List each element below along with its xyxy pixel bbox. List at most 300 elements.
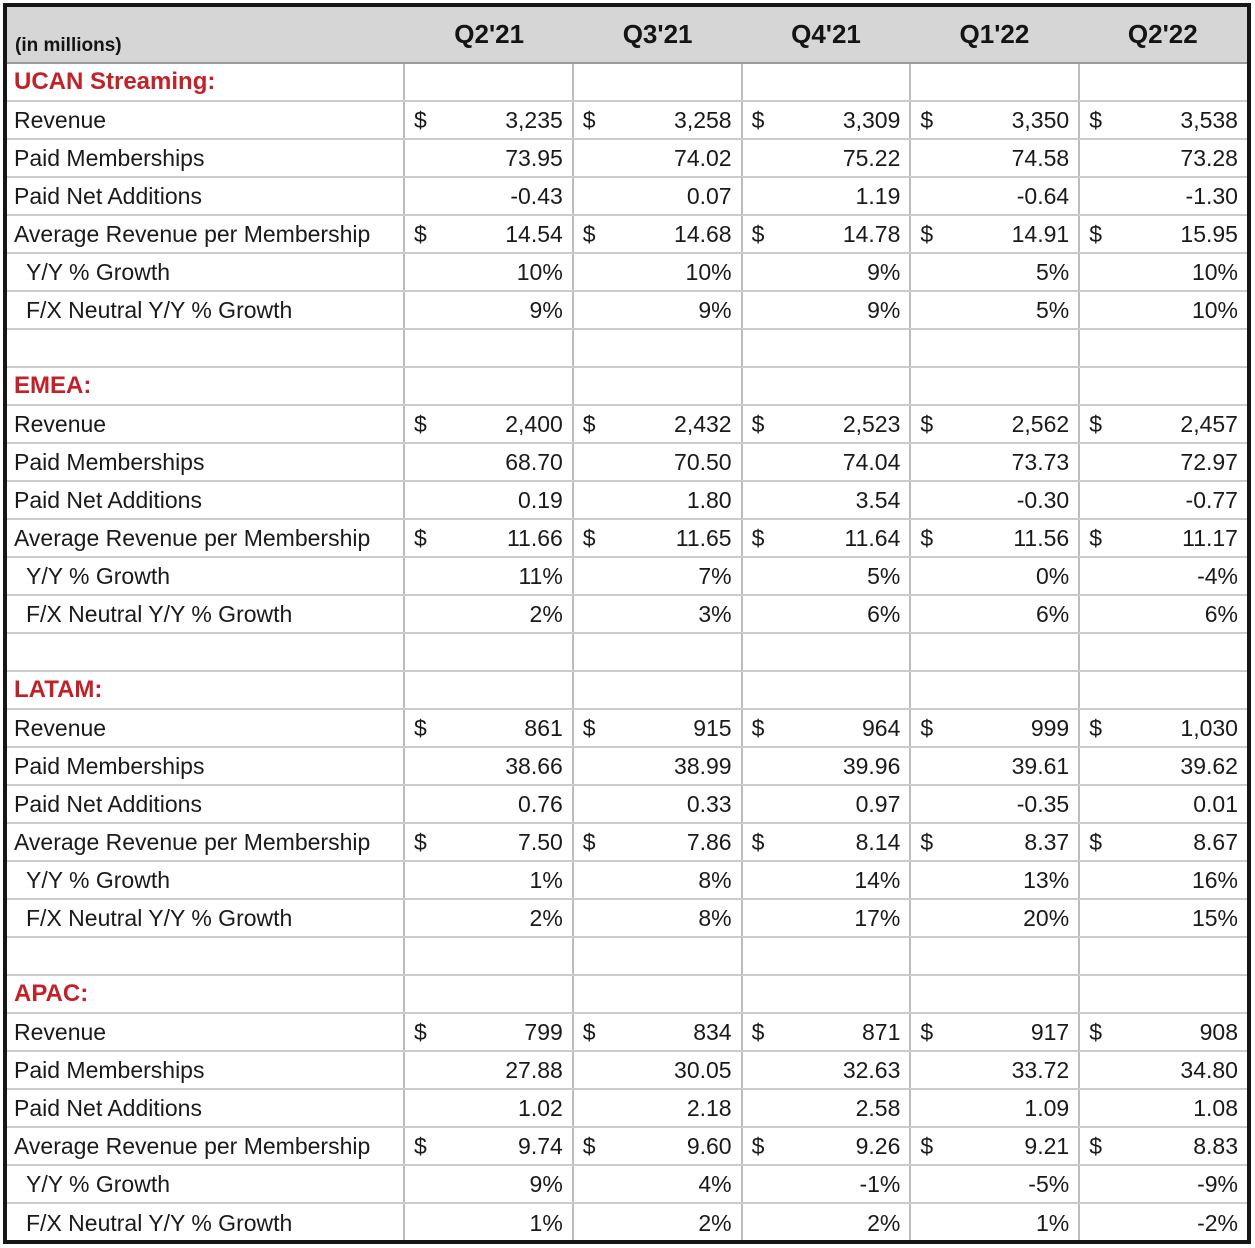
value-cell — [1080, 292, 1247, 328]
value-cell — [911, 406, 1080, 442]
value-cell — [911, 1052, 1080, 1088]
cell-value: 6% — [1204, 600, 1238, 627]
cell-value: -0.30 — [1016, 486, 1070, 513]
data-row — [7, 102, 1247, 140]
currency-symbol: $ — [751, 220, 765, 247]
value-cell — [574, 292, 743, 328]
cell-value: 1.80 — [686, 486, 732, 513]
cell-value: 73.95 — [505, 144, 563, 171]
currency-symbol: $ — [582, 220, 596, 247]
value-cell — [574, 406, 743, 442]
value-cell — [911, 710, 1080, 746]
value-cell — [911, 102, 1080, 138]
currency-symbol: $ — [920, 714, 934, 741]
empty-cell — [743, 330, 912, 366]
currency-symbol: $ — [582, 524, 596, 551]
currency-symbol: $ — [920, 828, 934, 855]
currency-symbol: $ — [1089, 524, 1102, 551]
cell-value: 74.02 — [674, 144, 732, 171]
row-label — [7, 634, 405, 670]
value-cell — [911, 482, 1080, 518]
row-label: Revenue — [7, 1014, 405, 1050]
row-label: Average Revenue per Membership — [7, 520, 405, 556]
row-label: Y/Y % Growth — [7, 862, 405, 898]
currency-symbol: $ — [920, 410, 934, 437]
currency-symbol: $ — [582, 1132, 596, 1159]
value-cell — [743, 216, 912, 252]
value-cell — [574, 862, 743, 898]
row-label: Paid Memberships — [7, 1052, 405, 1088]
value-cell — [1080, 786, 1247, 822]
empty-cell — [1080, 976, 1247, 1012]
cell-value: 34.80 — [1180, 1056, 1238, 1083]
cell-value: 20% — [1023, 904, 1070, 931]
empty-cell — [743, 938, 912, 974]
cell-value: 964 — [862, 714, 901, 741]
value-cell — [1080, 178, 1247, 214]
empty-cell — [1080, 938, 1247, 974]
cell-value: -5% — [1028, 1170, 1070, 1197]
value-cell — [1080, 102, 1247, 138]
section-row — [7, 672, 1247, 710]
cell-value: 17% — [854, 904, 901, 931]
currency-symbol: $ — [1089, 1018, 1102, 1045]
cell-value: 14% — [854, 866, 901, 893]
cell-value: 3% — [698, 600, 732, 627]
currency-symbol: $ — [414, 1018, 427, 1045]
row-label: Paid Net Additions — [7, 178, 405, 214]
cell-value: -9% — [1197, 1170, 1238, 1197]
value-cell — [1080, 1090, 1247, 1126]
value-cell — [911, 900, 1080, 936]
cell-value: 38.66 — [505, 752, 563, 779]
row-label: Revenue — [7, 710, 405, 746]
currency-symbol: $ — [582, 410, 596, 437]
cell-value: 1.02 — [518, 1094, 563, 1121]
empty-cell — [574, 938, 743, 974]
cell-value: 0.19 — [518, 486, 563, 513]
empty-cell — [743, 672, 912, 708]
row-label: Average Revenue per Membership — [7, 824, 405, 860]
value-cell — [743, 1052, 912, 1088]
cell-value: 9% — [867, 296, 901, 323]
table-body — [7, 64, 1247, 1242]
currency-symbol: $ — [920, 1132, 934, 1159]
cell-value: 7.86 — [686, 828, 732, 855]
cell-value: -0.43 — [510, 182, 563, 209]
quarter-column-headers — [405, 7, 1247, 62]
value-cell — [405, 482, 574, 518]
currency-symbol: $ — [582, 106, 596, 133]
empty-cell — [743, 368, 912, 404]
value-cell — [574, 1128, 743, 1164]
value-cell — [911, 254, 1080, 290]
value-cell — [911, 444, 1080, 480]
value-cell — [911, 1090, 1080, 1126]
currency-symbol: $ — [414, 410, 427, 437]
value-cell — [405, 216, 574, 252]
row-label: Y/Y % Growth — [7, 558, 405, 594]
cell-value: 33.72 — [1011, 1056, 1070, 1083]
value-cell — [574, 216, 743, 252]
cell-value: 8.14 — [855, 828, 901, 855]
data-row — [7, 406, 1247, 444]
cell-value: 9.26 — [855, 1132, 901, 1159]
currency-symbol: $ — [414, 1132, 427, 1159]
value-cell — [1080, 444, 1247, 480]
value-cell — [743, 254, 912, 290]
cell-value: 73.28 — [1180, 144, 1238, 171]
row-label: F/X Neutral Y/Y % Growth — [7, 596, 405, 632]
cell-value: 1% — [1035, 1209, 1070, 1236]
cell-value: 10% — [685, 258, 732, 285]
cell-value: 9.21 — [1024, 1132, 1070, 1159]
data-row — [7, 1090, 1247, 1128]
currency-symbol: $ — [414, 220, 427, 247]
cell-value: 7% — [698, 562, 732, 589]
cell-value: 6% — [1035, 600, 1070, 627]
value-cell — [1080, 824, 1247, 860]
cell-value: 5% — [1035, 296, 1070, 323]
value-cell — [911, 862, 1080, 898]
value-cell — [743, 596, 912, 632]
row-label: Paid Memberships — [7, 140, 405, 176]
cell-value: 11.17 — [1182, 524, 1238, 551]
cell-value: 14.78 — [842, 220, 901, 247]
data-row — [7, 596, 1247, 634]
cell-value: 3,538 — [1180, 106, 1238, 133]
empty-cell — [911, 330, 1080, 366]
cell-value: 8% — [698, 866, 732, 893]
value-cell — [405, 1166, 574, 1202]
empty-cell — [1080, 368, 1247, 404]
value-cell — [743, 482, 912, 518]
cell-value: -4% — [1197, 562, 1238, 589]
value-cell — [743, 1166, 912, 1202]
value-cell — [743, 140, 912, 176]
currency-symbol: $ — [582, 714, 596, 741]
cell-value: 39.96 — [842, 752, 901, 779]
empty-cell — [574, 976, 743, 1012]
cell-value: 3,258 — [674, 106, 732, 133]
value-cell — [405, 292, 574, 328]
value-cell — [743, 558, 912, 594]
spacer-row — [7, 634, 1247, 672]
value-cell — [405, 1128, 574, 1164]
empty-cell — [1080, 330, 1247, 366]
column-header: Q2'22 — [1127, 19, 1198, 49]
value-cell — [911, 1166, 1080, 1202]
data-row — [7, 1204, 1247, 1242]
cell-value: 0% — [1035, 562, 1070, 589]
section-row — [7, 976, 1247, 1014]
data-row — [7, 1128, 1247, 1166]
cell-value: 11.64 — [844, 524, 901, 551]
value-cell — [1080, 254, 1247, 290]
cell-value: 9.74 — [518, 1132, 563, 1159]
value-cell — [405, 102, 574, 138]
value-cell — [911, 786, 1080, 822]
cell-value: 9% — [867, 258, 901, 285]
empty-cell — [405, 672, 574, 708]
value-cell — [911, 520, 1080, 556]
empty-cell — [405, 330, 574, 366]
cell-value: 2,562 — [1011, 410, 1070, 437]
data-row — [7, 482, 1247, 520]
value-cell — [1080, 406, 1247, 442]
value-cell — [405, 178, 574, 214]
cell-value: -0.64 — [1016, 182, 1070, 209]
value-cell — [1080, 1166, 1247, 1202]
data-row — [7, 824, 1247, 862]
empty-cell — [574, 330, 743, 366]
cell-value: 2.58 — [855, 1094, 901, 1121]
currency-symbol: $ — [414, 106, 427, 133]
value-cell — [911, 558, 1080, 594]
value-cell — [405, 558, 574, 594]
row-label: Revenue — [7, 102, 405, 138]
cell-value: -0.77 — [1185, 486, 1238, 513]
cell-value: 9.60 — [686, 1132, 732, 1159]
row-label: Paid Net Additions — [7, 482, 405, 518]
row-label: Paid Net Additions — [7, 786, 405, 822]
currency-symbol: $ — [1089, 220, 1102, 247]
cell-value: 2,457 — [1180, 410, 1238, 437]
empty-cell — [574, 672, 743, 708]
row-label: F/X Neutral Y/Y % Growth — [7, 900, 405, 936]
currency-symbol: $ — [582, 828, 596, 855]
empty-cell — [1080, 672, 1247, 708]
data-row — [7, 710, 1247, 748]
currency-symbol: $ — [751, 1132, 765, 1159]
cell-value: 0.76 — [518, 790, 563, 817]
cell-value: 38.99 — [674, 752, 732, 779]
cell-value: 30.05 — [674, 1056, 732, 1083]
cell-value: 1.08 — [1193, 1094, 1238, 1121]
cell-value: 1.09 — [1024, 1094, 1070, 1121]
value-cell — [574, 1090, 743, 1126]
cell-value: -0.35 — [1016, 790, 1070, 817]
value-cell — [911, 1128, 1080, 1164]
value-cell — [1080, 482, 1247, 518]
value-cell — [405, 1090, 574, 1126]
value-cell — [911, 140, 1080, 176]
value-cell — [574, 824, 743, 860]
data-row — [7, 178, 1247, 216]
empty-cell — [911, 368, 1080, 404]
cell-value: 2,400 — [505, 410, 563, 437]
row-label: Paid Memberships — [7, 748, 405, 784]
cell-value: 908 — [1199, 1018, 1238, 1045]
cell-value: 3,235 — [505, 106, 563, 133]
cell-value: 15.95 — [1180, 220, 1238, 247]
value-cell — [574, 444, 743, 480]
cell-value: 74.04 — [842, 448, 901, 475]
currency-symbol: $ — [751, 410, 765, 437]
column-header: Q4'21 — [791, 19, 861, 49]
cell-value: 70.50 — [674, 448, 732, 475]
cell-value: 10% — [1191, 296, 1238, 323]
currency-symbol: $ — [751, 524, 765, 551]
row-label: Average Revenue per Membership — [7, 216, 405, 252]
value-cell — [574, 596, 743, 632]
value-cell — [911, 1204, 1080, 1242]
cell-value: 10% — [1191, 258, 1238, 285]
cell-value: 7.50 — [518, 828, 563, 855]
empty-cell — [405, 938, 574, 974]
cell-value: 11% — [518, 562, 563, 589]
value-cell — [405, 520, 574, 556]
currency-symbol: $ — [1089, 106, 1102, 133]
cell-value: 999 — [1030, 714, 1070, 741]
data-row — [7, 558, 1247, 596]
value-cell — [574, 1166, 743, 1202]
cell-value: 1,030 — [1180, 714, 1238, 741]
currency-symbol: $ — [751, 828, 765, 855]
value-cell — [574, 710, 743, 746]
row-label: Paid Memberships — [7, 444, 405, 480]
cell-value: 871 — [862, 1018, 901, 1045]
value-cell — [574, 786, 743, 822]
cell-value: 11.56 — [1013, 524, 1070, 551]
value-cell — [574, 520, 743, 556]
value-cell — [1080, 596, 1247, 632]
currency-symbol: $ — [414, 714, 427, 741]
value-cell — [911, 596, 1080, 632]
value-cell — [405, 786, 574, 822]
value-cell — [743, 1014, 912, 1050]
row-label — [7, 938, 405, 974]
value-cell — [1080, 216, 1247, 252]
value-cell — [743, 1090, 912, 1126]
column-header: Q3'21 — [622, 19, 693, 49]
value-cell — [743, 786, 912, 822]
value-cell — [1080, 748, 1247, 784]
value-cell — [743, 862, 912, 898]
value-cell — [405, 900, 574, 936]
value-cell — [574, 254, 743, 290]
currency-symbol: $ — [1089, 1132, 1102, 1159]
cell-value: 8% — [698, 904, 732, 931]
cell-value: 2,523 — [842, 410, 901, 437]
value-cell — [574, 1052, 743, 1088]
cell-value: 9% — [529, 1170, 563, 1197]
cell-value: 4% — [698, 1170, 732, 1197]
cell-value: 8.37 — [1024, 828, 1070, 855]
value-cell — [743, 406, 912, 442]
value-cell — [743, 444, 912, 480]
value-cell — [743, 1128, 912, 1164]
empty-cell — [911, 64, 1080, 100]
value-cell — [574, 1204, 743, 1242]
currency-symbol: $ — [920, 1018, 934, 1045]
cell-value: -1.30 — [1185, 182, 1238, 209]
empty-cell — [405, 634, 574, 670]
cell-value: 1% — [529, 866, 563, 893]
value-cell — [743, 178, 912, 214]
cell-value: 14.54 — [505, 220, 563, 247]
value-cell — [743, 748, 912, 784]
cell-value: 75.22 — [842, 144, 901, 171]
data-row — [7, 520, 1247, 558]
data-row — [7, 254, 1247, 292]
column-header: Q2'21 — [454, 19, 525, 49]
currency-symbol: $ — [751, 714, 765, 741]
section-title: LATAM: — [7, 672, 405, 708]
value-cell — [574, 102, 743, 138]
units-label: (in millions) — [15, 35, 122, 56]
regional-metrics-table — [3, 3, 1251, 1244]
cell-value: 14.68 — [674, 220, 732, 247]
row-label: Revenue — [7, 406, 405, 442]
empty-cell — [911, 634, 1080, 670]
data-row — [7, 444, 1247, 482]
empty-cell — [405, 368, 574, 404]
value-cell — [743, 824, 912, 860]
empty-cell — [911, 976, 1080, 1012]
empty-cell — [743, 634, 912, 670]
value-cell — [1080, 140, 1247, 176]
cell-value: 1% — [529, 1209, 563, 1236]
cell-value: 9% — [698, 296, 732, 323]
empty-cell — [574, 64, 743, 100]
empty-cell — [911, 672, 1080, 708]
value-cell — [405, 406, 574, 442]
currency-symbol: $ — [1089, 714, 1102, 741]
cell-value: 2% — [529, 600, 563, 627]
value-cell — [743, 710, 912, 746]
data-row — [7, 1014, 1247, 1052]
value-cell — [1080, 1014, 1247, 1050]
cell-value: 2.18 — [686, 1094, 732, 1121]
cell-value: 9% — [529, 296, 563, 323]
section-title: APAC: — [7, 976, 405, 1012]
row-label: Average Revenue per Membership — [7, 1128, 405, 1164]
section-row — [7, 64, 1247, 102]
cell-value: 14.91 — [1011, 220, 1070, 247]
cell-value: 32.63 — [842, 1056, 901, 1083]
data-row — [7, 748, 1247, 786]
cell-value: 8.67 — [1193, 828, 1238, 855]
row-label — [7, 330, 405, 366]
section-row — [7, 368, 1247, 406]
empty-cell — [405, 64, 574, 100]
cell-value: 10% — [516, 258, 563, 285]
cell-value: 2% — [529, 904, 563, 931]
value-cell — [405, 444, 574, 480]
data-row — [7, 1052, 1247, 1090]
row-label: Y/Y % Growth — [7, 1166, 405, 1202]
value-cell — [405, 824, 574, 860]
empty-cell — [1080, 64, 1247, 100]
cell-value: 39.61 — [1011, 752, 1070, 779]
currency-symbol: $ — [920, 524, 934, 551]
empty-cell — [405, 976, 574, 1012]
cell-value: 39.62 — [1180, 752, 1238, 779]
cell-value: 0.97 — [855, 790, 901, 817]
cell-value: 73.73 — [1011, 448, 1070, 475]
cell-value: 15% — [1191, 904, 1238, 931]
cell-value: 799 — [524, 1018, 563, 1045]
data-row — [7, 786, 1247, 824]
cell-value: 0.01 — [1193, 790, 1238, 817]
cell-value: 27.88 — [505, 1056, 563, 1083]
value-cell — [911, 1014, 1080, 1050]
empty-cell — [1080, 634, 1247, 670]
cell-value: -2% — [1197, 1209, 1238, 1236]
value-cell — [405, 1052, 574, 1088]
value-cell — [1080, 862, 1247, 898]
